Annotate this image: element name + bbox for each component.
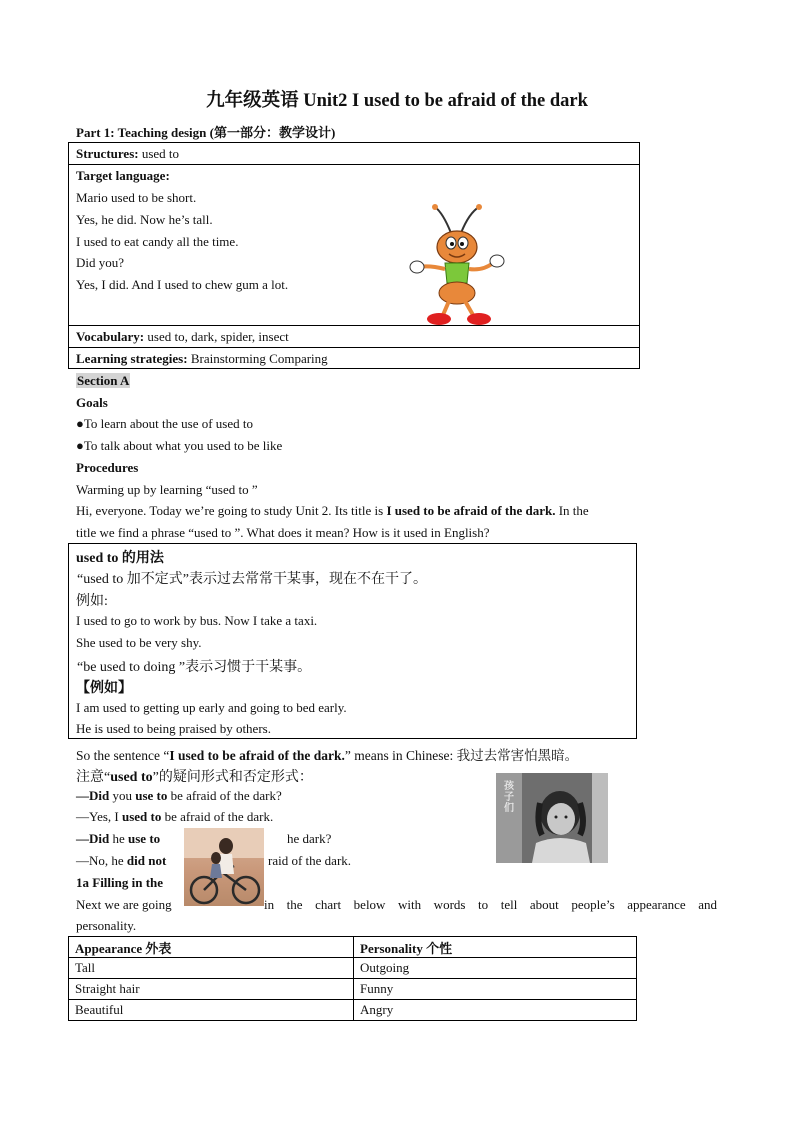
strategies-value: Brainstorming Comparing — [187, 351, 328, 366]
vocabulary-row — [76, 329, 289, 345]
usage-example: He is used to being praised by others. — [76, 721, 271, 736]
note-line: 注意“used to”的疑问形式和否定形式： — [76, 770, 313, 785]
strategies-label: Learning strategies: — [76, 351, 188, 366]
appearance-personality-table — [68, 936, 637, 1021]
table-row — [69, 1000, 637, 1021]
table-cell: Outgoing — [354, 958, 637, 979]
target-line: Yes, he did. Now he’s tall. — [76, 212, 213, 227]
usage-heading: used to 的用法 — [76, 551, 164, 566]
table-cell: Straight hair — [69, 979, 354, 1000]
meaning-line: So the sentence “I used to be afraid of the dark.” means in Chinese: 我过去常害怕黑暗。 — [76, 748, 579, 763]
dialog-line-tail: he dark? — [287, 831, 332, 846]
part-heading: Part 1: Teaching design (第一部分：教学设计) — [76, 125, 336, 140]
filling-text: Next we are going — [76, 897, 172, 912]
target-line: Did you? — [76, 255, 125, 270]
usage-rule-2: “be used to doing ”表示习惯于干某事。 — [77, 660, 312, 675]
warming-up-line: Warming up by learning “used to ” — [76, 482, 258, 497]
example-label: 【例如】 — [76, 681, 132, 696]
vocabulary-label: Vocabulary: — [76, 329, 145, 344]
structures-row — [76, 146, 179, 162]
table-cell: Funny — [354, 979, 637, 1000]
table-header-row — [69, 937, 637, 958]
structures-value: used to — [138, 146, 180, 161]
dialog-line: —Did he use to — [76, 831, 161, 846]
target-language-label: Target language: — [76, 168, 170, 183]
usage-example: She used to be very shy. — [76, 635, 202, 650]
table-cell: Beautiful — [69, 1000, 354, 1021]
filling-heading: 1a Filling in the — [76, 875, 164, 890]
table-cell: Tall — [69, 958, 354, 979]
target-line: I used to eat candy all the time. — [76, 234, 239, 249]
table-header-cell: Personality 个性 — [354, 937, 637, 958]
table-row — [69, 979, 637, 1000]
example-label: 例如: — [76, 594, 108, 609]
table-row — [69, 958, 637, 979]
procedures-heading: Procedures — [76, 460, 139, 475]
target-line: Yes, I did. And I used to chew gum a lot. — [76, 277, 289, 292]
usage-rule-1: “used to 加不定式”表示过去常常干某事，现在不在干了。 — [77, 572, 427, 587]
girl-photo — [496, 773, 608, 863]
target-line: Mario used to be short. — [76, 190, 197, 205]
usage-example: I am used to getting up early and going to bed early. — [76, 700, 347, 715]
vocabulary-value: used to, dark, spider, insect — [144, 329, 289, 344]
dialog-line: —Did you use to be afraid of the dark? — [76, 788, 282, 803]
goal-item: ●To talk about what you used to be like — [76, 438, 283, 453]
table-header-cell: Appearance 外表 — [69, 937, 354, 958]
intro-paragraph-line2: title we find a phrase “used to ”. What does it mean? How is it used in English? — [76, 525, 490, 540]
strategies-row — [76, 351, 328, 367]
dialog-line: —Yes, I used to be afraid of the dark. — [76, 809, 274, 824]
photo-watermark: 孩子们 — [504, 781, 514, 814]
intro-paragraph-line1: Hi, everyone. Today we’re going to study Unit 2. Its title is I used to be afraid of the dark. In the — [76, 503, 589, 518]
dialog-line-tail: raid of the dark. — [268, 853, 352, 868]
table-cell: Angry — [354, 1000, 637, 1021]
goal-item: ●To learn about the use of used to — [76, 416, 253, 431]
cartoon-ant-illustration — [407, 203, 509, 327]
filling-text: personality. — [76, 918, 137, 933]
dialog-line: —No, he did not — [76, 853, 167, 868]
filling-text: in the chart below with words to tell about people’s appearance and — [264, 897, 717, 912]
goals-heading: Goals — [76, 395, 108, 410]
bicycle-photo — [184, 828, 264, 906]
usage-box — [68, 543, 637, 739]
usage-example: I used to go to work by bus. Now I take a taxi. — [76, 613, 318, 628]
page-title: 九年级英语 Unit2 I used to be afraid of the dark — [206, 91, 588, 111]
section-heading: Section A — [77, 373, 130, 388]
teaching-design-table — [68, 142, 640, 369]
structures-label: Structures: — [76, 146, 139, 161]
